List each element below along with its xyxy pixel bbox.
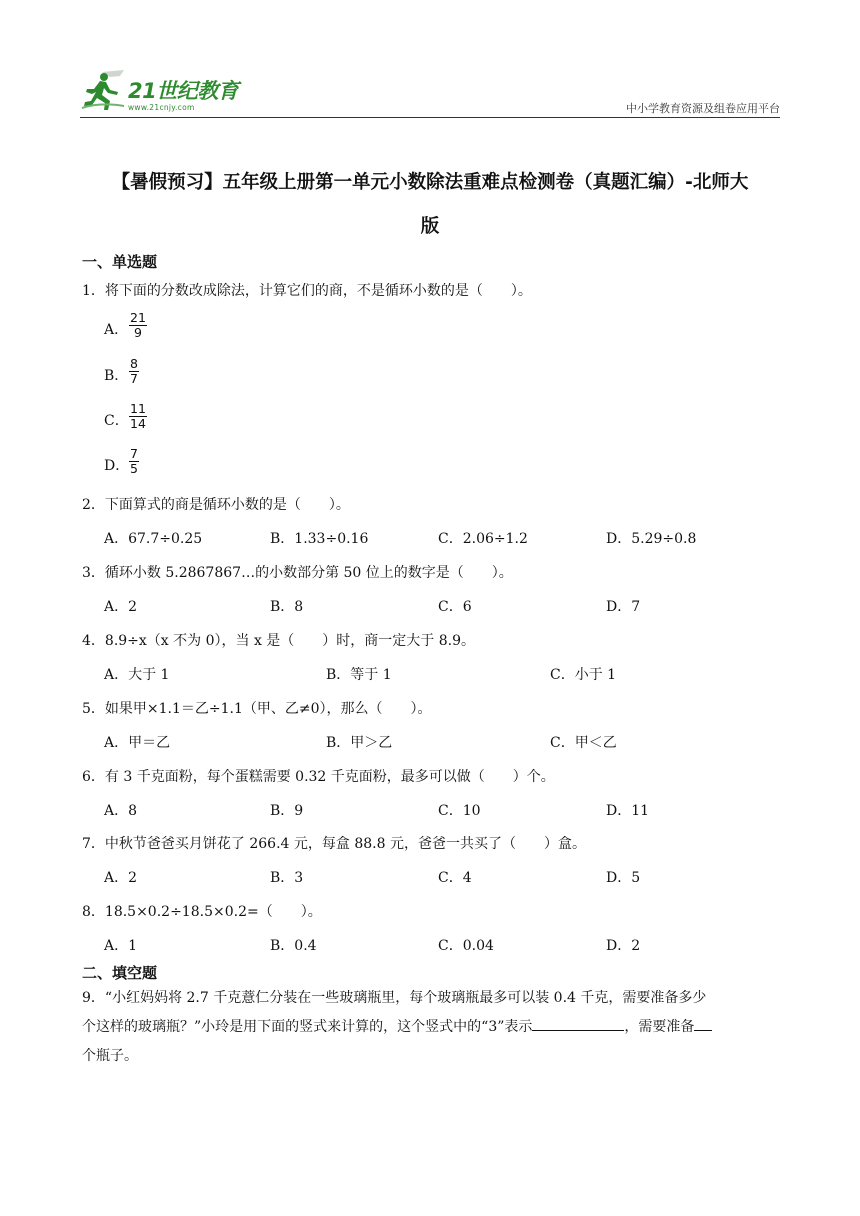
question-3: 3．循环小数 5.2867867…的小数部分第 50 位上的数字是（ ）。 [82,565,513,581]
q4-option-a[interactable]: A．大于 1 [104,667,170,683]
option-label: B． [104,368,129,384]
q5-option-b[interactable]: B．甲＞乙 [326,735,393,751]
q3-option-d[interactable]: D．7 [606,599,641,615]
question-2: 2．下面算式的商是循环小数的是（ ）。 [82,497,350,513]
q6-option-b[interactable]: B．9 [270,803,304,819]
option-label: D． [104,458,130,474]
question-8: 8．18.5×0.2÷18.5×0.2=（ ）。 [82,904,322,920]
page-title-line2: 版 [420,216,440,237]
question-6: 6．有 3 千克面粉，每个蛋糕需要 0.32 千克面粉，最多可以做（ ）个。 [82,769,555,785]
fraction: 7 5 [130,446,138,476]
q2-option-b[interactable]: B．1.33÷0.16 [270,531,369,547]
q3-option-c[interactable]: C．6 [438,599,472,615]
question-9 [82,984,782,1071]
q3-option-b[interactable]: B．8 [270,599,304,615]
logo-url: www.21cnjy.com [128,103,195,112]
q8-option-c[interactable]: C．0.04 [438,938,494,954]
q3-option-a[interactable]: A．2 [104,599,138,615]
logo-text: 21世纪教育 [128,79,239,103]
q2-option-c[interactable]: C．2.06÷1.2 [438,531,528,547]
section-heading-fill-in: 二、填空题 [82,964,158,982]
answer-blank-1[interactable] [532,1016,624,1031]
q9-line-3: 个瓶子。 [82,1048,138,1064]
q9-line-2-text-b: ，需要准备 [624,1019,695,1035]
question-7: 7．中秋节爸爸买月饼花了 266.4 元，每盒 88.8 元，爸爸一共买了（ ）盒。 [82,836,586,852]
platform-name: 中小学教育资源及组卷应用平台 [626,102,780,115]
fraction: 21 9 [130,310,146,340]
page-header [80,66,780,118]
q5-option-c[interactable]: C．甲＜乙 [550,735,617,751]
q6-option-a[interactable]: A．8 [104,803,138,819]
fraction: 8 7 [130,356,138,386]
q8-option-a[interactable]: A．1 [104,938,138,954]
q8-option-b[interactable]: B．0.4 [270,938,317,954]
answer-blank-2[interactable] [694,1016,712,1031]
option-label: A． [104,322,129,338]
q7-option-d[interactable]: D．5 [606,870,641,886]
q7-option-b[interactable]: B．3 [270,870,304,886]
q7-option-a[interactable]: A．2 [104,870,138,886]
q9-line-1: 9．“小红妈妈将 2.7 千克薏仁分装在一些玻璃瓶里，每个玻璃瓶最多可以装 0.4 千克，需要准备多少 [82,990,707,1006]
q9-line-2 [82,1013,782,1042]
running-man-icon [80,68,126,112]
q2-option-d[interactable]: D．5.29÷0.8 [606,531,697,547]
q5-option-a[interactable]: A．甲＝乙 [104,735,171,751]
logo [80,66,250,114]
q6-option-c[interactable]: C．10 [438,803,481,819]
q7-option-c[interactable]: C．4 [438,870,472,886]
q2-option-a[interactable]: A．67.7÷0.25 [104,531,203,547]
q8-option-d[interactable]: D．2 [606,938,641,954]
question-5: 5．如果甲×1.1＝乙÷1.1（甲、乙≠0），那么（ ）。 [82,701,432,717]
header-divider [80,117,780,118]
q4-option-b[interactable]: B．等于 1 [326,667,392,683]
section-heading-single-choice: 一、单选题 [82,253,158,271]
question-1: 1．将下面的分数改成除法，计算它们的商，不是循环小数的是（ ）。 [82,283,532,299]
question-4: 4．8.9÷x（x 不为 0），当 x 是（ ）时，商一定大于 8.9。 [82,633,476,649]
fraction: 11 14 [130,401,146,431]
option-label: C． [104,413,129,429]
q4-option-c[interactable]: C．小于 1 [550,667,617,683]
q9-line-2-text-a: 个这样的玻璃瓶？”小玲是用下面的竖式来计算的，这个竖式中的“3”表示 [82,1019,533,1035]
q6-option-d[interactable]: D．11 [606,803,650,819]
page-title-line1: 【暑假预习】五年级上册第一单元小数除法重难点检测卷（真题汇编）-北师大 [111,172,749,193]
